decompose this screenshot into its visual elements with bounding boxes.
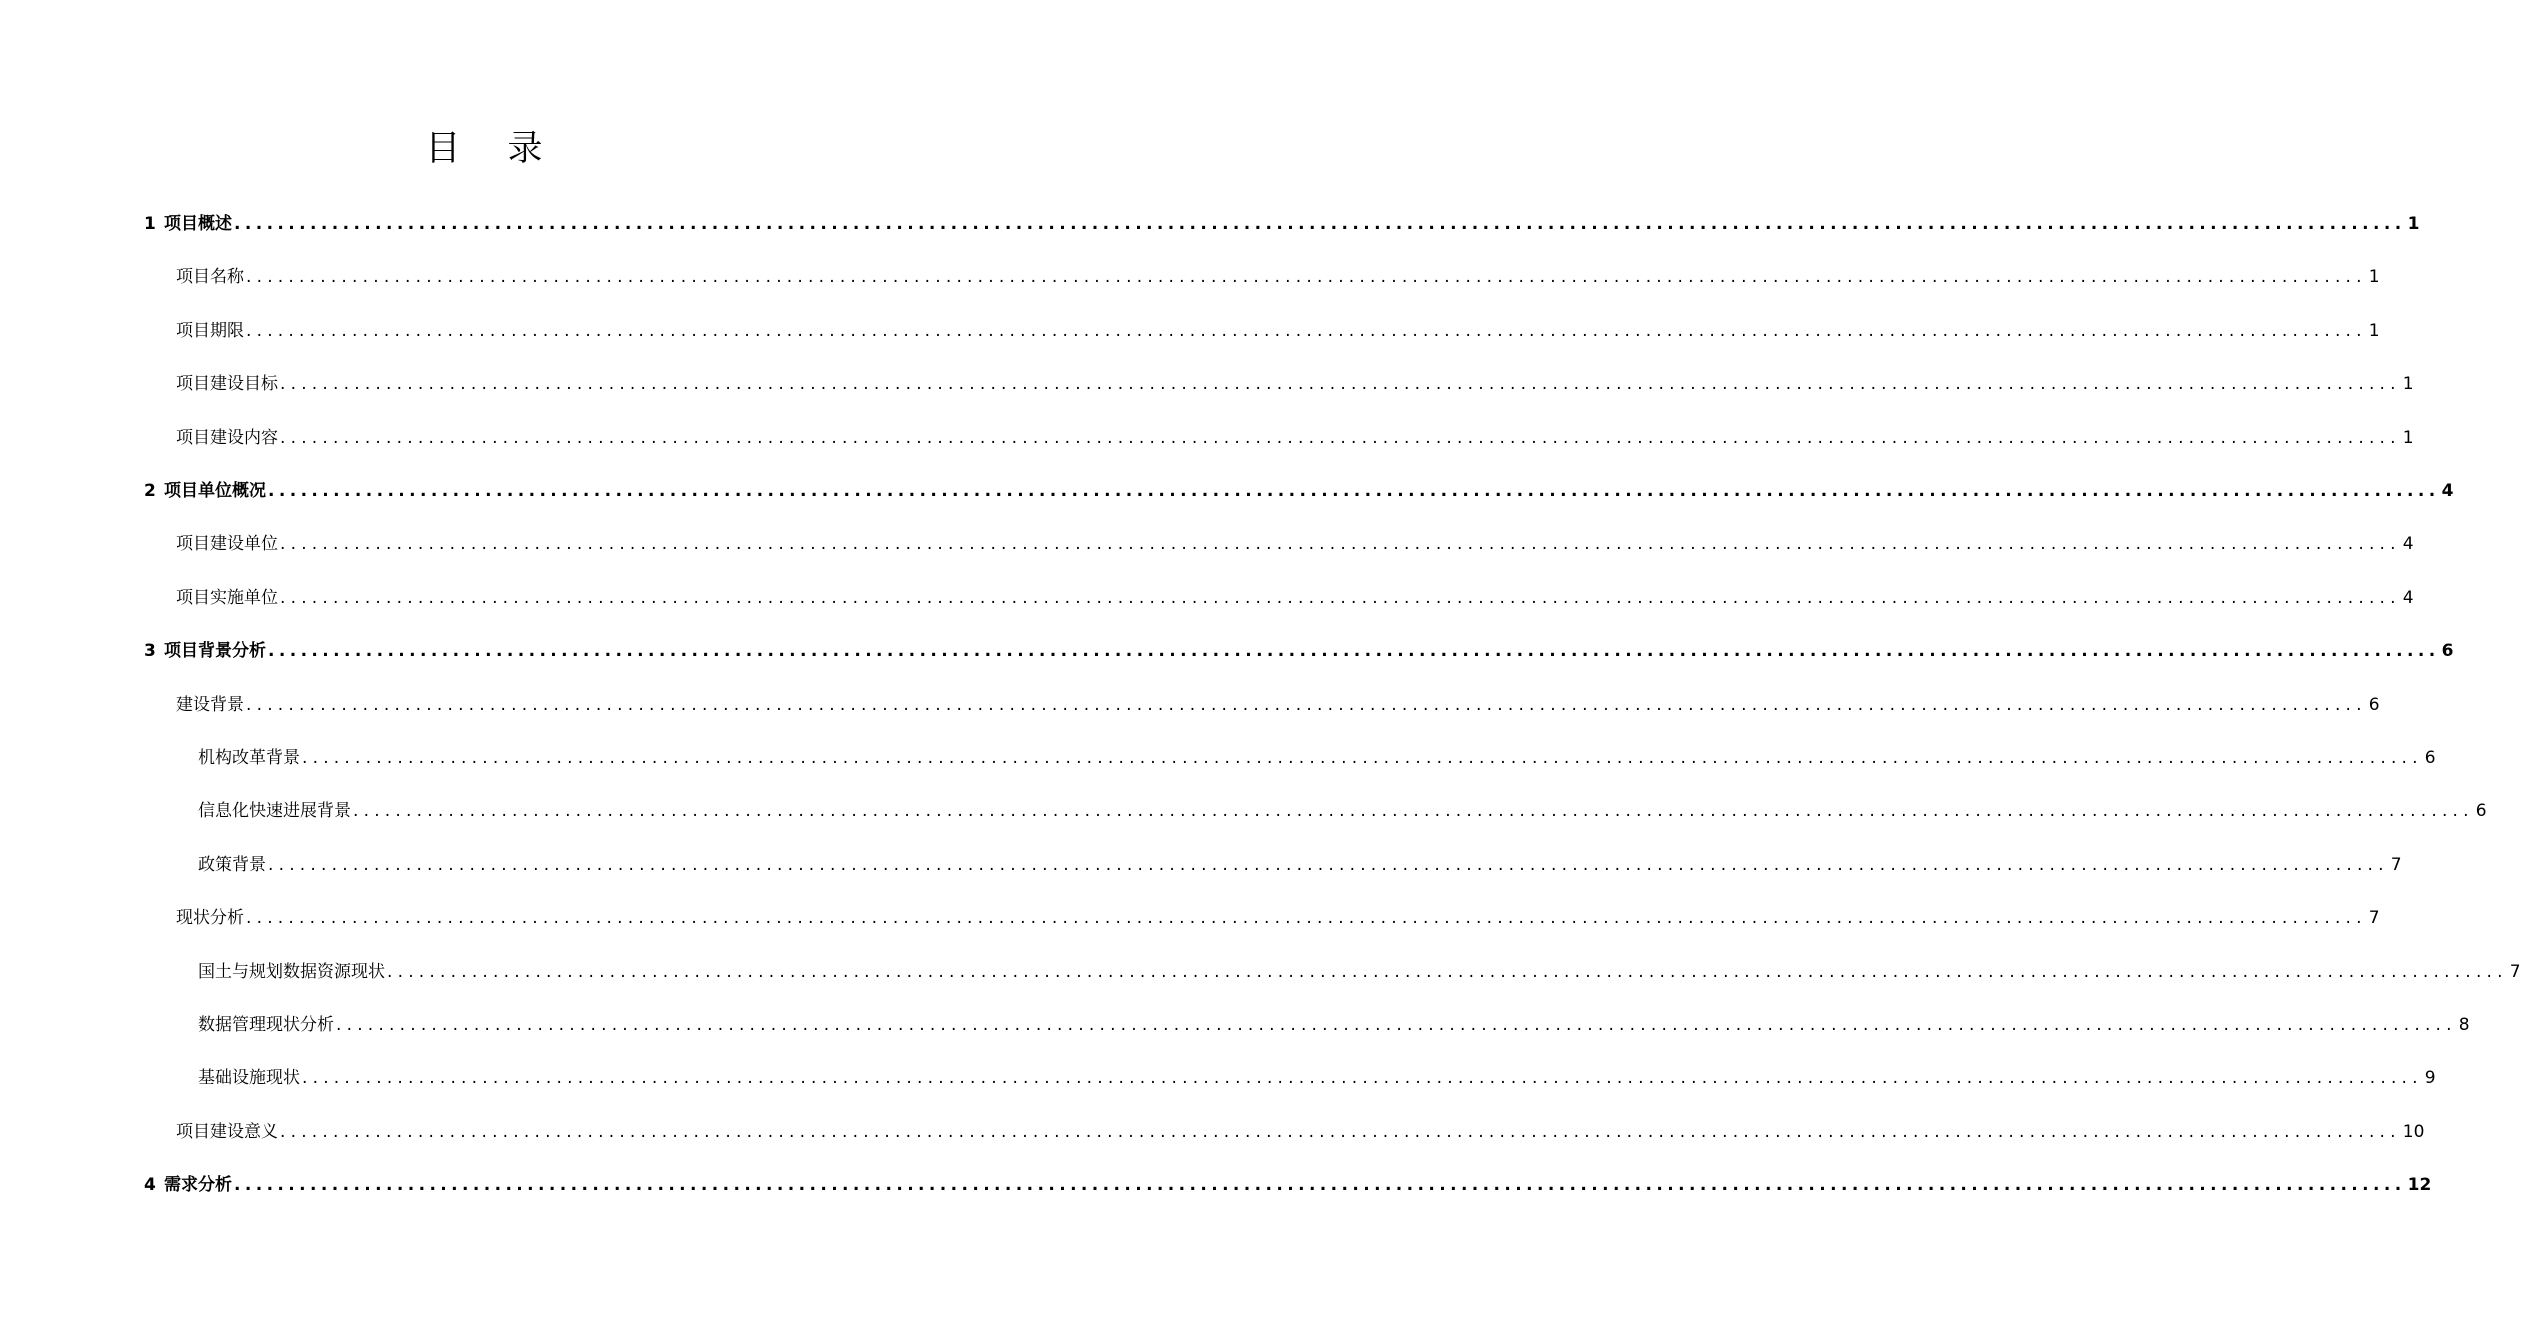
toc-entry-page-number: 12 <box>2407 1175 2432 1196</box>
toc-entry[interactable] <box>0 785 2487 838</box>
toc-dot-leader: ........................................................................................................................................................................................................ <box>268 854 2389 875</box>
toc-dot-leader: ........................................................................................................................................................................................................ <box>246 267 2367 288</box>
toc-entry-title: 项目背景分析 <box>164 641 266 662</box>
toc-entry-page-number: 1 <box>2407 214 2420 234</box>
toc-entry[interactable] <box>0 999 2470 1052</box>
toc-entry[interactable] <box>0 732 2436 785</box>
toc-entry-title: 政策背景 <box>198 854 266 875</box>
toc-entry-title: 项目概述 <box>164 214 232 234</box>
toc-entry-page-number: 10 <box>2402 1121 2425 1142</box>
toc-entry-number: 2 <box>144 481 156 501</box>
toc-title: 目 录 <box>425 129 561 169</box>
toc-dot-leader: ........................................................................................................................................................................................................ <box>280 534 2401 555</box>
toc-entry-title: 项目建设目标 <box>176 374 278 395</box>
toc-entry[interactable] <box>0 679 2380 732</box>
toc-entry[interactable] <box>0 946 2521 999</box>
toc-dot-leader: ........................................................................................................................................................................................................ <box>234 214 2406 234</box>
toc-entry[interactable] <box>0 1052 2436 1105</box>
toc-entry-page-number: 6 <box>2475 801 2487 822</box>
toc-dot-leader: ........................................................................................................................................................................................................ <box>302 1068 2423 1089</box>
toc-entry-title: 基础设施现状 <box>198 1068 300 1089</box>
toc-entry-page-number: 4 <box>2441 481 2454 501</box>
toc-entry[interactable] <box>0 572 2414 625</box>
toc-dot-leader: ........................................................................................................................................................................................................ <box>280 587 2401 608</box>
toc-entry-page-number: 6 <box>2368 694 2380 715</box>
toc-entry[interactable] <box>0 625 2454 678</box>
toc-entry-page-number: 7 <box>2390 854 2402 875</box>
toc-entry-page-number: 1 <box>2402 374 2414 395</box>
toc-entry[interactable] <box>0 305 2380 358</box>
toc-dot-leader: ........................................................................................................................................................................................................ <box>268 641 2440 662</box>
toc-entry-title: 信息化快速进展背景 <box>198 801 351 822</box>
toc-entry[interactable] <box>0 465 2454 518</box>
toc-entry-page-number: 6 <box>2424 748 2436 768</box>
toc-entry-page-number: 1 <box>2368 267 2380 288</box>
toc-entry[interactable] <box>0 198 2420 251</box>
toc-entry[interactable] <box>0 358 2414 411</box>
toc-entry-page-number: 6 <box>2441 641 2454 662</box>
toc-entry[interactable] <box>0 892 2380 945</box>
toc-entry[interactable] <box>0 412 2414 465</box>
toc-dot-leader: ........................................................................................................................................................................................................ <box>302 748 2423 768</box>
toc-dot-leader: ........................................................................................................................................................................................................ <box>246 320 2367 341</box>
toc-dot-leader: ........................................................................................................................................................................................................ <box>268 481 2440 501</box>
toc-entry[interactable] <box>0 518 2414 571</box>
toc-dot-leader: ........................................................................................................................................................................................................ <box>280 374 2401 395</box>
toc-dot-leader: ........................................................................................................................................................................................................ <box>336 1015 2457 1035</box>
toc-entry[interactable] <box>0 1106 2425 1159</box>
toc-entry-title: 数据管理现状分析 <box>198 1015 334 1035</box>
toc-entry-title: 项目建设意义 <box>176 1121 278 1142</box>
toc-dot-leader: ........................................................................................................................................................................................................ <box>280 427 2401 448</box>
toc-entry-title: 机构改革背景 <box>198 748 300 768</box>
toc-entry-page-number: 1 <box>2402 427 2414 448</box>
toc-dot-leader: ........................................................................................................................................................................................................ <box>280 1121 2401 1142</box>
toc-entry-title: 项目期限 <box>176 320 244 341</box>
toc-entry-title: 项目实施单位 <box>176 587 278 608</box>
toc-entry-title: 项目建设单位 <box>176 534 278 555</box>
toc-entry-title: 项目单位概况 <box>164 481 266 501</box>
toc-entry-title: 国土与规划数据资源现状 <box>198 961 385 982</box>
toc-entry-title: 现状分析 <box>176 908 244 929</box>
toc-dot-leader: ........................................................................................................................................................................................................ <box>387 961 2508 982</box>
toc-entry-page-number: 8 <box>2458 1015 2470 1035</box>
toc-entry-number: 4 <box>144 1175 156 1196</box>
toc-entry-page-number: 7 <box>2368 908 2380 929</box>
toc-entry-title: 建设背景 <box>176 694 244 715</box>
toc-dot-leader: ........................................................................................................................................................................................................ <box>246 694 2367 715</box>
toc-dot-leader: ........................................................................................................................................................................................................ <box>246 908 2367 929</box>
toc-entry[interactable] <box>0 1159 2432 1212</box>
toc-entry-page-number: 1 <box>2368 320 2380 341</box>
toc-entry-title: 项目建设内容 <box>176 427 278 448</box>
toc-entry-page-number: 7 <box>2509 961 2521 982</box>
toc-entry-page-number: 4 <box>2402 587 2414 608</box>
toc-entry-page-number: 4 <box>2402 534 2414 555</box>
toc-dot-leader: ........................................................................................................................................................................................................ <box>353 801 2474 822</box>
toc-entry[interactable] <box>0 251 2380 304</box>
toc-entry-title: 需求分析 <box>164 1175 232 1196</box>
toc-dot-leader: ........................................................................................................................................................................................................ <box>234 1175 2406 1196</box>
toc-entry-number: 1 <box>144 214 156 234</box>
toc-entry-title: 项目名称 <box>176 267 244 288</box>
toc-entry[interactable] <box>0 839 2402 892</box>
toc-entry-page-number: 9 <box>2424 1068 2436 1089</box>
toc-entry-number: 3 <box>144 641 156 662</box>
